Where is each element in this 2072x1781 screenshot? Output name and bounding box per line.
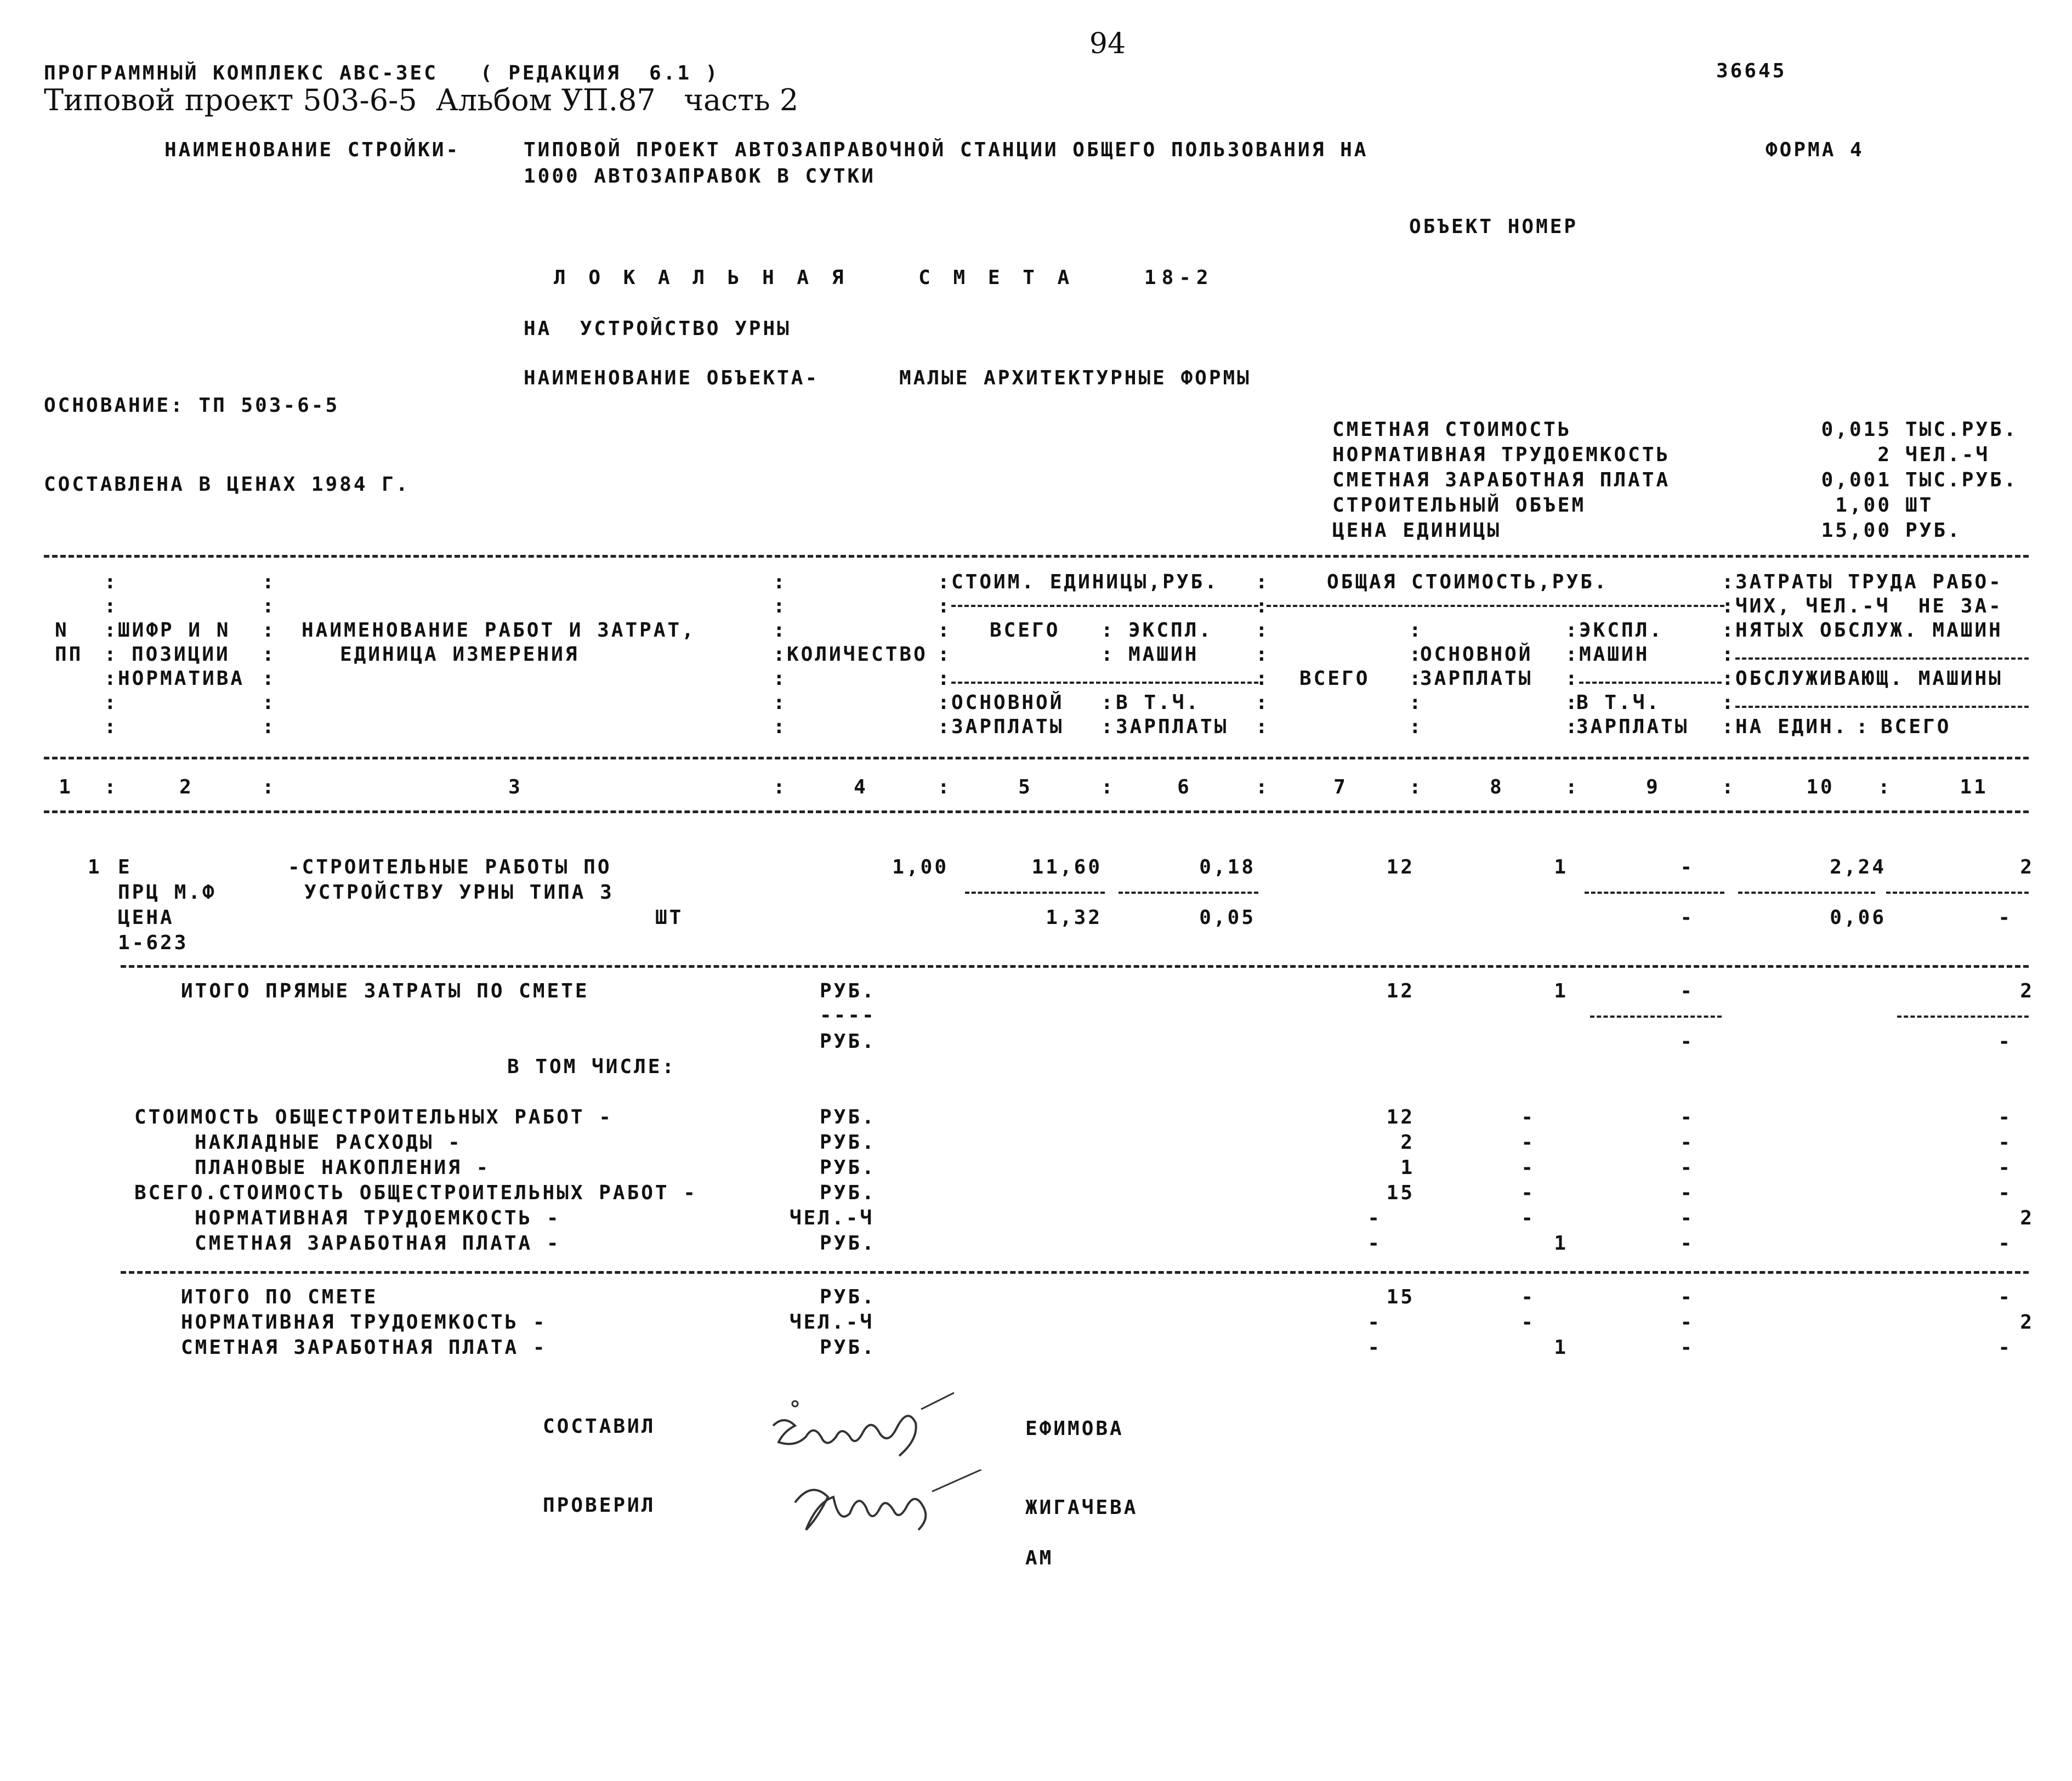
header-pp: ПП — [55, 643, 83, 666]
row-code: 1-623 — [118, 932, 189, 954]
project-title: Типовой проект 503-6-5 Альбом УП.87 часть 2 — [44, 83, 799, 117]
row-unit-total: 11,60 — [1031, 856, 1102, 878]
compiled-by-label: СОСТАВИЛ — [543, 1415, 656, 1438]
header-c9-2: МАШИН — [1579, 643, 1650, 666]
direct-costs-unit-dash: ---- — [820, 1004, 876, 1026]
row-total-machines: - — [1680, 856, 1694, 878]
header-labor-2: ЧИХ, ЧЕЛ.-Ч НЕ ЗА- — [1735, 595, 2003, 617]
header-c5-wage-1: ОСНОВНОЙ — [951, 691, 1064, 714]
table-top-rule — [44, 555, 2029, 558]
header-c6-1: ЭКСПЛ. — [1128, 619, 1213, 642]
summary-unit: ЧЕЛ.-Ч — [1905, 444, 1990, 466]
row-unit-machine-wage: 0,05 — [1199, 906, 1256, 929]
signature-zhigacheva — [790, 1470, 1009, 1563]
summary-value: 2 — [1877, 444, 1892, 466]
program-name: ПРОГРАММНЫЙ КОМПЛЕКС АВС-3ЕС ( РЕДАКЦИЯ 6.1 ) — [44, 62, 720, 84]
row-number: 1 — [88, 856, 102, 878]
header-labor-total: ВСЕГО — [1881, 716, 1951, 738]
header-c6-wage-1: В Т.Ч. — [1116, 691, 1201, 714]
header-labor-sep: : — [1856, 716, 1870, 738]
header-c6-2: МАШИН — [1128, 643, 1199, 666]
signature-efimova — [762, 1387, 992, 1470]
totals-rule — [121, 1271, 2029, 1274]
summary-unit: ТЫС.РУБ. — [1905, 418, 2018, 441]
summary-label: СМЕТНАЯ ЗАРАБОТНАЯ ПЛАТА — [1332, 469, 1671, 491]
estimate-title: Л О К А Л Ь Н А Я С М Е Т А 18-2 — [554, 266, 1214, 289]
summary-label: НОРМАТИВНАЯ ТРУДОЕМКОСТЬ — [1332, 444, 1671, 466]
row-unit-wage: 1,32 — [1046, 906, 1102, 929]
checked-by-name: ЖИГАЧЕВА — [1025, 1496, 1138, 1519]
numbers-bottom-rule — [44, 810, 2029, 813]
row-name: -СТРОИТЕЛЬНЫЕ РАБОТЫ ПО — [288, 856, 612, 878]
summary-unit: ШТ — [1905, 494, 1934, 517]
header-c9-wage-2: ЗАРПЛАТЫ — [1576, 716, 1689, 738]
summary-label: СТРОИТЕЛЬНЫЙ ОБЪЕМ — [1332, 494, 1586, 517]
header-total-cost: ОБЩАЯ СТОИМОСТЬ,РУБ. — [1327, 571, 1609, 593]
row-labor-total: 2 — [2020, 856, 2034, 878]
direct-c8: 1 — [1554, 980, 1568, 1002]
row-code: ЦЕНА — [118, 906, 174, 929]
construction-name-2: 1000 АВТОЗАПРАВОК В СУТКИ — [524, 165, 876, 188]
object-name: МАЛЫЕ АРХИТЕКТУРНЫЕ ФОРМЫ — [899, 367, 1251, 389]
summary-value: 0,001 — [1821, 469, 1892, 491]
header-c6-wage-2: ЗАРПЛАТЫ — [1116, 716, 1229, 738]
direct-costs-label: ИТОГО ПРЯМЫЕ ЗАТРАТЫ ПО СМЕТЕ — [181, 980, 589, 1002]
direct-c9: - — [1680, 980, 1694, 1002]
row-labor-unit: 2,24 — [1830, 856, 1886, 878]
summary-unit: ТЫС.РУБ. — [1905, 469, 2018, 491]
header-labor-3: НЯТЫХ ОБСЛУЖ. МАШИН — [1735, 619, 2003, 642]
object-name-label: НАИМЕНОВАНИЕ ОБЪЕКТА- — [524, 367, 820, 389]
direct-c9-b: - — [1680, 1030, 1694, 1053]
checked-by-label: ПРОВЕРИЛ — [543, 1494, 656, 1517]
header-c9-1: ЭКСПЛ. — [1579, 619, 1664, 642]
row-labor-machine-total: - — [1998, 906, 2012, 929]
row-total-machine-wage: - — [1680, 906, 1694, 929]
header-name-2: ЕДИНИЦА ИЗМЕРЕНИЯ — [340, 643, 580, 666]
row-unit: ШТ — [655, 906, 684, 929]
header-code-3: НОРМАТИВА — [118, 667, 245, 690]
header-c9-wage-1: В Т.Ч. — [1576, 691, 1661, 714]
row-code: Е — [118, 856, 132, 878]
direct-costs-unit-2: РУБ. — [820, 1030, 876, 1053]
form-label: ФОРМА 4 — [1766, 139, 1864, 161]
operator-initials: АМ — [1025, 1547, 1054, 1569]
direct-c11-b: - — [1998, 1030, 2012, 1053]
header-quantity: КОЛИЧЕСТВО — [787, 643, 928, 666]
estimate-subject: НА УСТРОЙСТВО УРНЫ — [524, 317, 791, 340]
document-code: 36645 — [1716, 60, 1787, 82]
object-number-label: ОБЪЕКТ НОМЕР — [1409, 215, 1579, 238]
row-quantity: 1,00 — [892, 856, 949, 878]
header-unit-cost: СТОИМ. ЕДИНИЦЫ,РУБ. — [951, 571, 1219, 593]
row-rule — [121, 965, 2029, 968]
construction-name-1: ТИПОВОЙ ПРОЕКТ АВТОЗАПРАВОЧНОЙ СТАНЦИИ ОБЩЕГО ПОЛЬЗОВАНИЯ НА — [524, 139, 1369, 161]
basis: ОСНОВАНИЕ: ТП 503-6-5 — [44, 394, 340, 417]
construction-label: НАИМЕНОВАНИЕ СТРОЙКИ- — [164, 139, 461, 161]
header-c7-total: ВСЕГО — [1299, 667, 1370, 690]
direct-c11: 2 — [2020, 980, 2034, 1002]
summary-value: 0,015 — [1821, 418, 1892, 441]
header-code-2: ПОЗИЦИИ — [132, 643, 230, 666]
direct-c7: 12 — [1386, 980, 1415, 1002]
including-label: В ТОМ ЧИСЛЕ: — [507, 1056, 677, 1078]
header-c8-1: ОСНОВНОЙ — [1420, 643, 1533, 666]
price-level: СОСТАВЛЕНА В ЦЕНАХ 1984 Г. — [44, 473, 410, 496]
header-c8-2: ЗАРПЛАТЫ — [1420, 667, 1533, 690]
direct-costs-unit: РУБ. — [820, 980, 876, 1002]
compiled-by-name: ЕФИМОВА — [1025, 1417, 1124, 1440]
header-bottom-rule — [44, 757, 2029, 759]
header-labor-unit: НА ЕДИН. — [1735, 716, 1848, 738]
header-c5-total: ВСЕГО — [990, 619, 1060, 642]
row-name: УСТРОЙСТВУ УРНЫ ТИПА 3 — [304, 881, 614, 904]
row-total-wage: 1 — [1554, 856, 1568, 878]
header-code-1: ШИФР И N — [118, 619, 231, 642]
page-number: 94 — [1089, 27, 1126, 60]
summary-value: 1,00 — [1835, 494, 1892, 517]
header-labor-1: ЗАТРАТЫ ТРУДА РАБО- — [1735, 571, 2003, 593]
row-total: 12 — [1386, 856, 1415, 878]
row-labor-machine-unit: 0,06 — [1830, 906, 1886, 929]
header-labor-sub: ОБСЛУЖИВАЮЩ. МАШИНЫ — [1735, 667, 2003, 690]
header-n: N — [55, 619, 69, 642]
summary-unit: РУБ. — [1905, 519, 1962, 542]
summary-label: ЦЕНА ЕДИНИЦЫ — [1332, 519, 1502, 542]
header-c5-wage-2: ЗАРПЛАТЫ — [951, 716, 1064, 738]
header-name-1: НАИМЕНОВАНИЕ РАБОТ И ЗАТРАТ, — [302, 619, 696, 642]
summary-label: СМЕТНАЯ СТОИМОСТЬ — [1332, 418, 1572, 441]
row-code: ПРЦ М.Ф — [118, 881, 217, 904]
row-unit-machines: 0,18 — [1199, 856, 1256, 878]
summary-value: 15,00 — [1821, 519, 1892, 542]
